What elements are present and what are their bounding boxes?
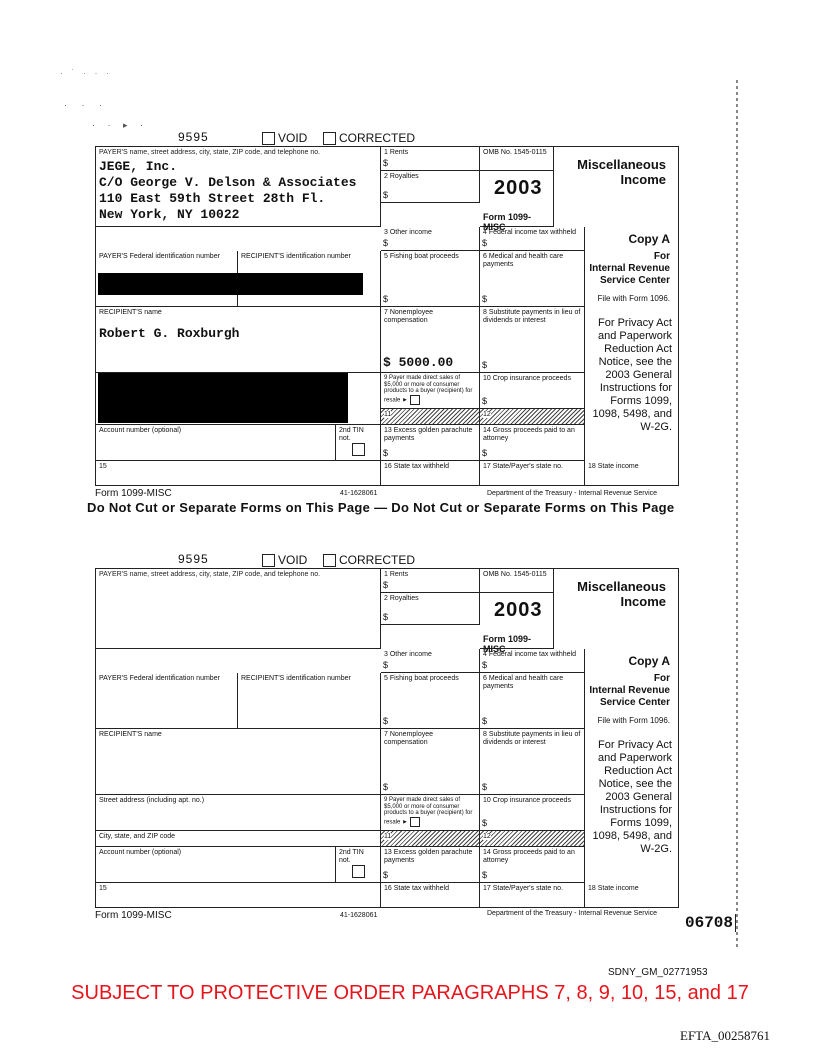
box-royalties: 2 Royalties $ — [381, 593, 480, 625]
payer-block — [96, 569, 381, 649]
box-state-tax: 16 State tax withheld — [381, 883, 480, 907]
payer-line: 110 East 59th Street 28th Fl. — [99, 190, 326, 206]
form-1099-bottom — [95, 552, 734, 932]
privacy-notice: For Privacy Act and Paperwork Reduction Act Notice, see the 2003 General Instructions for Forms 1099, 1098, 5498, and W-2G. — [592, 317, 672, 433]
box-nonemployee-comp: 7 Nonemployee compensation $ 5000.00 — [381, 307, 480, 373]
box-crop-insurance: 10 Crop insurance proceeds $ — [480, 373, 585, 409]
account-number: Account number (optional) — [96, 847, 336, 883]
redaction-bar — [98, 373, 348, 423]
box-attorney-proceeds: 14 Gross proceeds paid to an attorney $ — [480, 425, 585, 461]
box-15: 15 — [96, 883, 381, 907]
box-substitute-payments: 8 Substitute payments in lieu of dividends or interest $ — [480, 307, 585, 373]
copy-for: For — [653, 673, 670, 684]
footer-cat: 41-1628061 — [340, 912, 378, 919]
box-fishing: 5 Fishing boat proceeds $ — [381, 673, 480, 729]
box-state-no: 17 State/Payer's state no. — [480, 883, 585, 907]
box-11: 11 — [381, 831, 480, 847]
payer-header: PAYER'S name, street address, city, state, ZIP code, and telephone no. — [99, 571, 321, 578]
box-golden-parachute: 13 Excess golden parachute payments $ — [381, 847, 480, 883]
direct-sales-checkbox[interactable] — [410, 395, 420, 405]
box-other-income: 3 Other income $ — [381, 227, 480, 251]
copy-irs: Internal Revenue Service Center — [589, 685, 670, 708]
city-state-zip: City, state, and ZIP code — [96, 831, 381, 847]
box-rents: 1 Rents $ — [381, 569, 480, 593]
payer-line: JEGE, Inc. — [99, 158, 178, 174]
void-checkbox[interactable]: VOID — [262, 131, 307, 145]
street-address: Street address (including apt. no.) — [96, 795, 381, 831]
box-federal-tax: 4 Federal income tax withheld $ — [480, 227, 585, 251]
corrected-checkbox[interactable]: CORRECTED — [323, 131, 415, 145]
footer-dept: Department of the Treasury - Internal Revenue Service — [487, 910, 658, 917]
box-state-income: 18 State income — [588, 885, 639, 892]
second-tin: 2nd TIN not. — [336, 847, 381, 883]
scan-edge-line — [736, 80, 738, 950]
payer-federal-id: PAYER'S Federal identification number — [96, 673, 238, 729]
box-royalties: 2 Royalties $ — [381, 171, 480, 203]
scan-specks: · · ▸ · — [92, 120, 149, 130]
footer-dept: Department of the Treasury - Internal Revenue Service — [487, 490, 658, 497]
footer-form: Form 1099-MISC — [95, 910, 172, 921]
protective-order-notice: SUBJECT TO PROTECTIVE ORDER PARAGRAPHS 7, 8, 9, 10, 15, and 17 — [71, 982, 749, 1004]
box-12: 12 — [480, 831, 585, 847]
box-state-tax: 16 State tax withheld — [381, 461, 480, 485]
copy-for: For — [653, 251, 670, 262]
recipient-name-block: RECIPIENT'S name Robert G. Roxburgh — [96, 307, 381, 373]
scan-specks: · · · — [64, 100, 108, 110]
copy-a-label: Copy A — [628, 654, 670, 668]
box-other-income: 3 Other income $ — [381, 649, 480, 673]
direct-sales-checkbox[interactable] — [410, 817, 420, 827]
tax-year: 2003 — [494, 599, 543, 621]
account-number: Account number (optional) — [96, 425, 336, 461]
redaction-bar — [98, 273, 363, 295]
document-stamp: 06708 — [685, 914, 736, 932]
payer-federal-id: PAYER'S Federal identification number — [96, 251, 238, 307]
recipient-id: RECIPIENT'S identification number — [238, 673, 381, 729]
footer-form: Form 1099-MISC — [95, 488, 172, 499]
recipient-name: Robert G. Roxburgh — [99, 325, 240, 341]
box-medical: 6 Medical and health care payments $ — [480, 251, 585, 307]
box-attorney-proceeds: 14 Gross proceeds paid to an attorney $ — [480, 847, 585, 883]
box-direct-sales: 9 Payer made direct sales of $5,000 or more of consumer products to a buyer (recipient) for resale ► — [381, 373, 480, 409]
form-header — [95, 130, 679, 146]
privacy-notice: For Privacy Act and Paperwork Reduction Act Notice, see the 2003 General Instructions for Forms 1099, 1098, 5498, and W-2G. — [592, 739, 672, 855]
year-block — [480, 171, 554, 203]
bates-number: SDNY_GM_02771953 — [608, 967, 708, 978]
corrected-checkbox[interactable]: CORRECTED — [323, 553, 415, 567]
file-with: File with Form 1096. — [597, 716, 670, 725]
payer-line: New York, NY 10022 — [99, 206, 240, 222]
void-checkbox[interactable]: VOID — [262, 553, 307, 567]
box-state-no: 17 State/Payer's state no. — [480, 461, 585, 485]
box-12: 12 — [480, 409, 585, 425]
form-number: 9595 — [178, 552, 209, 566]
omb-number: OMB No. 1545-0115 — [480, 147, 554, 171]
box-11: 11 — [381, 409, 480, 425]
form-name: Form 1099-MISC — [480, 625, 554, 649]
form-title: Miscellaneous Income — [577, 157, 666, 187]
box-crop-insurance: 10 Crop insurance proceeds $ — [480, 795, 585, 831]
payer-line: C/O George V. Delson & Associates — [99, 174, 357, 190]
tax-year: 2003 — [494, 177, 543, 199]
copy-irs: Internal Revenue Service Center — [589, 263, 670, 286]
omb-number: OMB No. 1545-0115 — [480, 569, 554, 593]
form-1099-top — [87, 130, 679, 515]
payer-block — [96, 147, 381, 227]
form-number: 9595 — [178, 130, 209, 144]
box-medical: 6 Medical and health care payments $ — [480, 673, 585, 729]
form-title: Miscellaneous Income — [577, 579, 666, 609]
footer-cat: 41-1628061 — [340, 490, 378, 497]
form-grid — [95, 568, 679, 908]
payer-header: PAYER'S name, street address, city, state, ZIP code, and telephone no. — [99, 149, 321, 156]
file-with: File with Form 1096. — [597, 294, 670, 303]
year-block — [480, 593, 554, 625]
form-name: Form 1099-MISC — [480, 203, 554, 227]
box-substitute-payments: 8 Substitute payments in lieu of dividends or interest $ — [480, 729, 585, 795]
second-tin: 2nd TIN not. — [336, 425, 381, 461]
efta-number: EFTA_00258761 — [680, 1028, 770, 1043]
box-federal-tax: 4 Federal income tax withheld $ — [480, 649, 585, 673]
box-direct-sales: 9 Payer made direct sales of $5,000 or more of consumer products to a buyer (recipient) for resale ► — [381, 795, 480, 831]
form-grid — [95, 146, 679, 486]
copy-a-label: Copy A — [628, 232, 670, 246]
nonemployee-comp-value: 5000.00 — [398, 354, 454, 370]
box-15: 15 — [96, 461, 381, 485]
second-tin-checkbox[interactable] — [352, 865, 365, 878]
recipient-name-block: RECIPIENT'S name — [96, 729, 381, 795]
box-nonemployee-comp: 7 Nonemployee compensation $ — [381, 729, 480, 795]
form-header — [95, 552, 679, 568]
recipient-id: RECIPIENT'S identification number — [238, 251, 381, 307]
do-not-cut-notice: Do Not Cut or Separate Forms on This Page — Do Not Cut or Separate Forms on This Page — [87, 500, 675, 515]
box-rents: 1 Rents $ — [381, 147, 480, 171]
second-tin-checkbox[interactable] — [352, 443, 365, 456]
box-golden-parachute: 13 Excess golden parachute payments $ — [381, 425, 480, 461]
box-state-income: 18 State income — [588, 463, 639, 470]
box-fishing: 5 Fishing boat proceeds $ — [381, 251, 480, 307]
scan-specks: · ˙ · · · — [60, 68, 112, 78]
